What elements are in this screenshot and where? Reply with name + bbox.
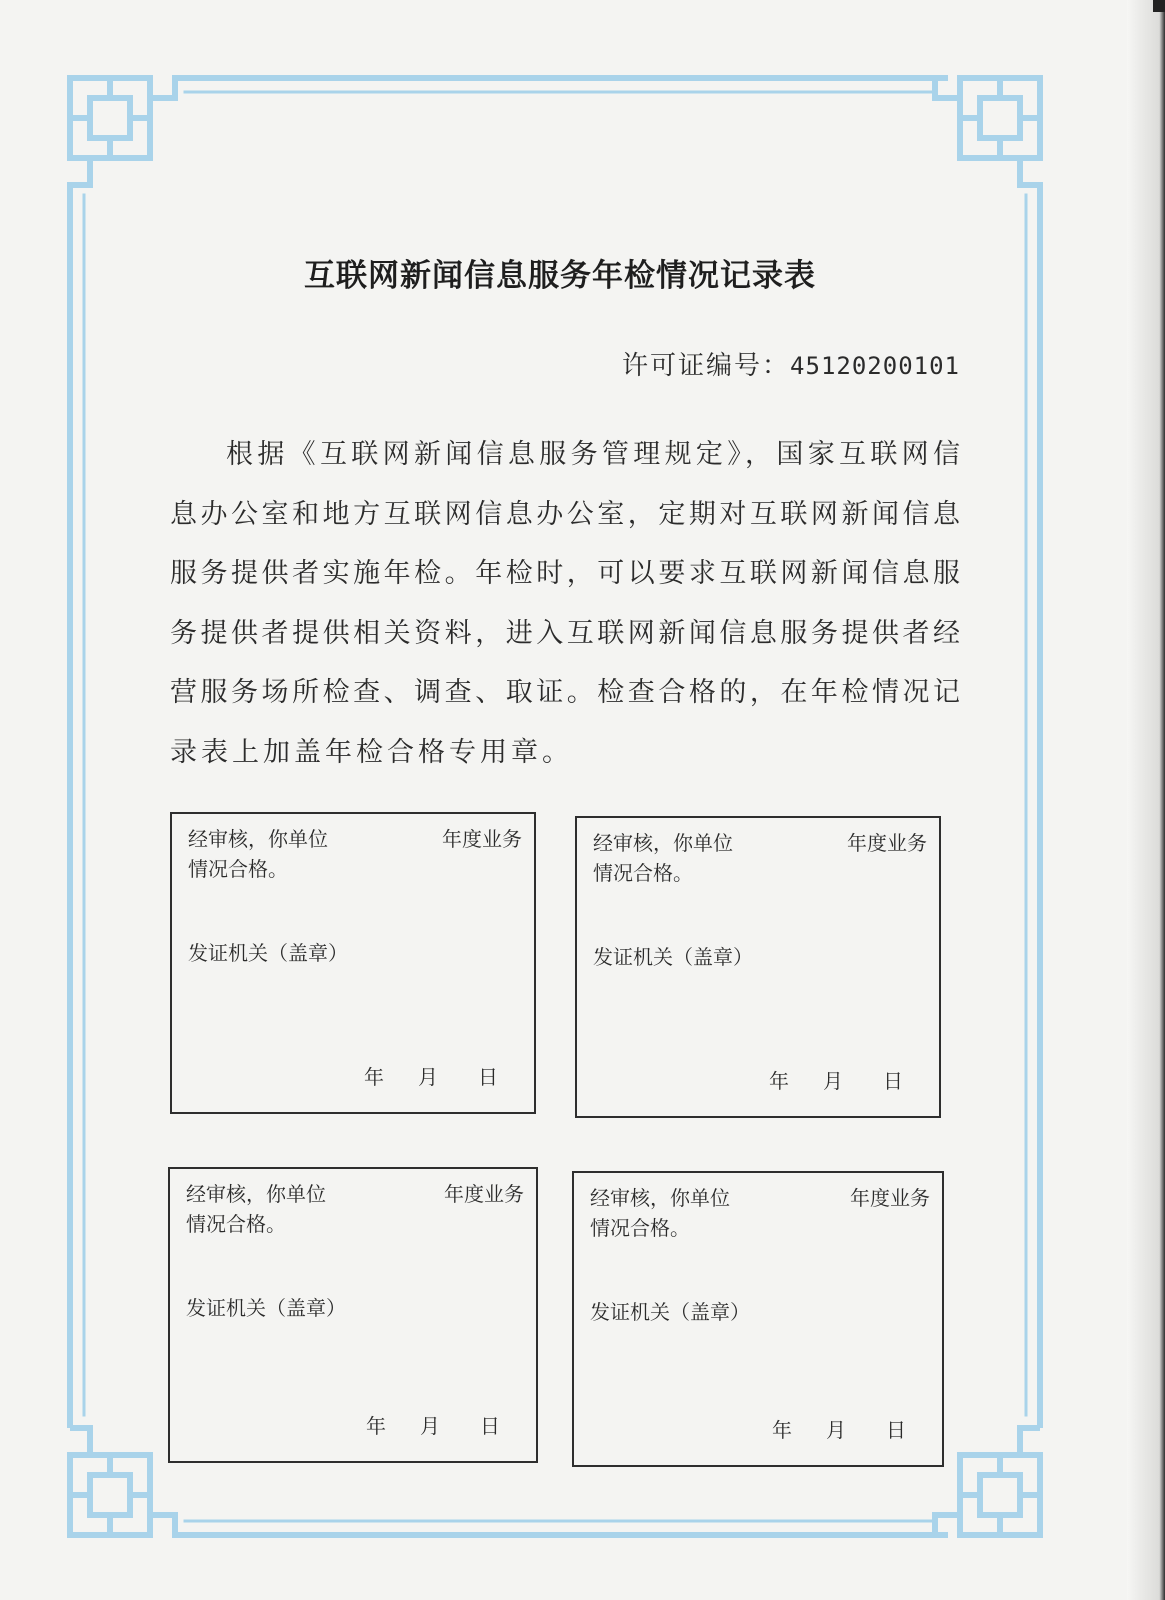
inspection-record-box [168,1167,538,1463]
year-label: 年 [364,1065,384,1089]
paragraph-line: 营服务场所检查、调查、取证。检查合格的，在年检情况记 [170,677,960,708]
date-line [364,1061,498,1090]
qualified-text: 情况合格。 [188,857,288,881]
year-label: 年 [769,1069,789,1093]
date-line [769,1065,903,1094]
day-label: 日 [480,1414,500,1438]
approval-text: 经审核，你单位 [590,1186,730,1210]
inspection-record-box [170,812,536,1114]
license-number [622,345,960,382]
document-title: 互联网新闻信息服务年检情况记录表 [304,258,816,294]
year-label: 年 [366,1414,386,1438]
page-edge-shadow [1127,0,1165,1600]
issuing-authority-seal-label: 发证机关（盖章） [188,941,348,965]
annual-business-text: 年度业务 [850,1186,930,1210]
page-corner [1153,0,1165,12]
paragraph-line: 服务提供者实施年检。年检时，可以要求互联网新闻信息服 [170,558,960,589]
issuing-authority-seal-label: 发证机关（盖章） [186,1296,346,1320]
approval-text: 经审核，你单位 [188,827,328,851]
paragraph-line: 务提供者提供相关资料，进入互联网新闻信息服务提供者经 [170,617,960,649]
paragraph-line: 息办公室和地方互联网信息办公室，定期对互联网新闻信息 [170,498,960,530]
regulation-paragraph [170,425,960,782]
annual-business-text: 年度业务 [444,1182,524,1206]
day-label: 日 [886,1418,906,1442]
paragraph-line: 录表上加盖年检合格专用章。 [170,736,573,768]
day-label: 日 [478,1065,498,1089]
month-label: 月 [826,1418,846,1442]
qualified-text: 情况合格。 [590,1216,690,1240]
month-label: 月 [823,1069,843,1093]
month-label: 月 [420,1414,440,1438]
month-label: 月 [418,1065,438,1089]
annual-business-text: 年度业务 [847,831,927,855]
date-line [772,1414,906,1443]
paragraph-line: 根据《互联网新闻信息服务管理规定》，国家互联网信 [226,439,960,470]
day-label: 日 [883,1069,903,1093]
issuing-authority-seal-label: 发证机关（盖章） [593,945,753,969]
issuing-authority-seal-label: 发证机关（盖章） [590,1300,750,1324]
approval-text: 经审核，你单位 [186,1182,326,1206]
inspection-record-box [572,1171,944,1467]
license-number-value: 45120200101 [790,352,960,380]
annual-business-text: 年度业务 [442,827,522,851]
inspection-record-box [575,816,941,1118]
qualified-text: 情况合格。 [593,861,693,885]
year-label: 年 [772,1418,792,1442]
approval-text: 经审核，你单位 [593,831,733,855]
date-line [366,1410,500,1439]
qualified-text: 情况合格。 [186,1212,286,1236]
license-label: 许可证编号： [622,351,791,381]
